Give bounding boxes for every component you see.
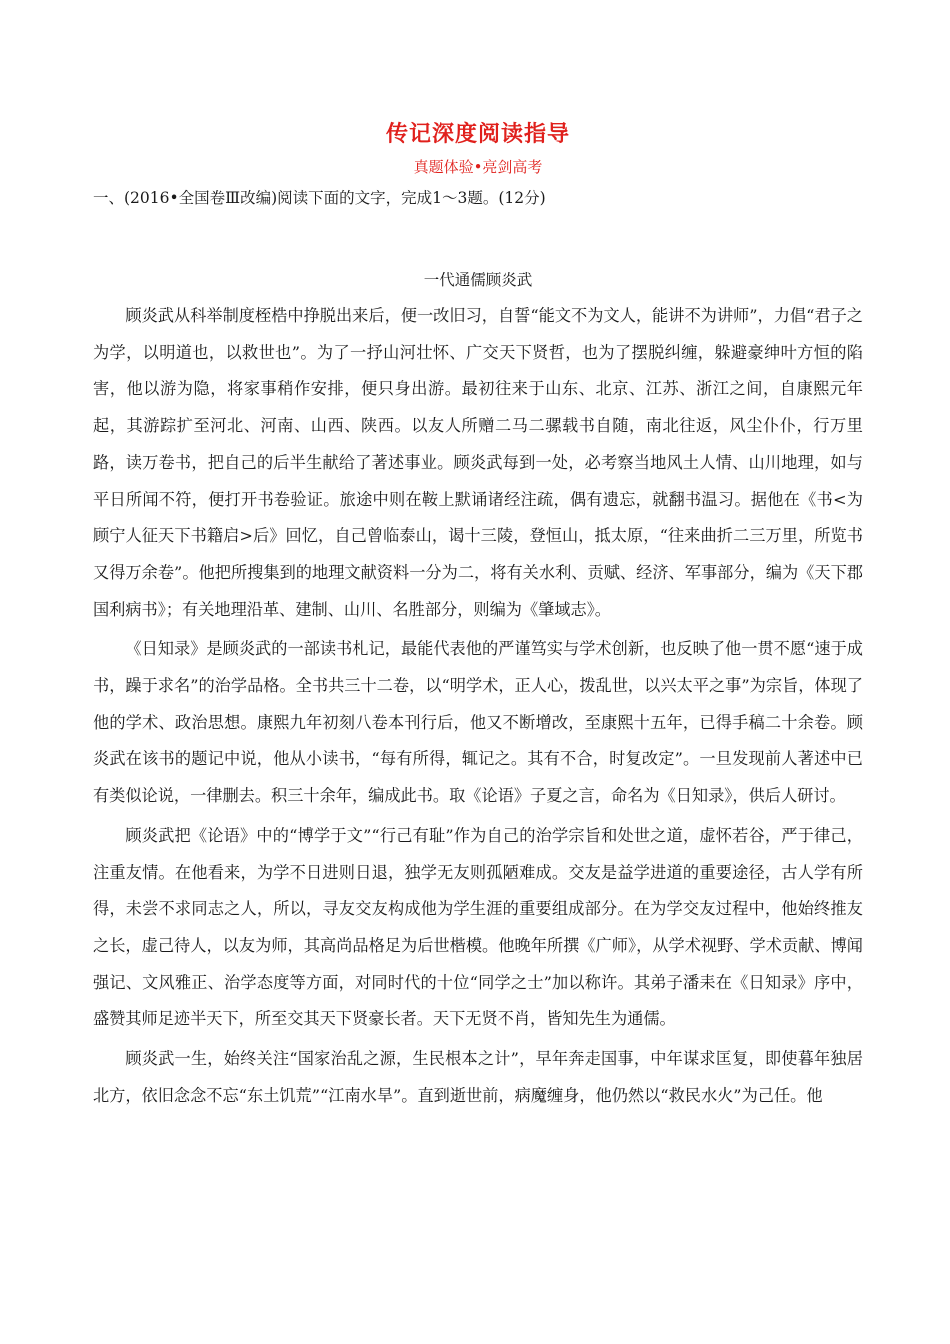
question-intro: 一、(2016•全国卷Ⅲ改编)阅读下面的文字，完成1～3题。(12分) xyxy=(93,189,546,207)
document-subtitle: 真题体验•亮剑高考 xyxy=(413,158,543,176)
document-page xyxy=(93,118,863,1117)
article-title: 一代通儒顾炎武 xyxy=(423,271,533,289)
article-paragraph: 顾炎武从科举制度桎梏中挣脱出来后，便一改旧习，自誓“能文不为文人，能讲不为讲师”，力倡“君子之为学，以明道也，以救世也”。为了一抒山河壮怀、广交天下贤哲，也为了摆脱纠缠，躲避豪绅叶方恒的陷害，他以游为隐，将家事稍作安排，便只身出游。最初往来于山东、北京、江苏、浙江之间，自康熙元年起，其游踪扩至河北、河南、山西、陕西。以友人所赠二马二骡载书自随，南北往返，风尘仆仆，行万里路，读万卷书，把自己的后半生献给了著述事业。顾炎武每到一处，必考察当地风土人情、山川地理，如与平日所闻不符，便打开书卷验证。旅途中则在鞍上默诵诸经注疏，偶有遗忘，就翻书温习。据他在《书<为顾宁人征天下书籍启>后》回忆，自己曾临泰山，谒十三陵，登恒山，抵太原，“往来曲折二三万里，所览书又得万余卷”。他把所搜集到的地理文献资料一分为二，将有关水利、贡赋、经济、军事部分，编为《天下郡国利病书》；有关地理沿革、建制、山川、名胜部分，则编为《肇域志》。 xyxy=(93,306,863,619)
document-title: 传记深度阅读指导 xyxy=(385,121,570,147)
article-paragraph: 《日知录》是顾炎武的一部读书札记，最能代表他的严谨笃实与学术创新，也反映了他一贯不愿“速于成书，躁于求名”的治学品格。全书共三十二卷，以“明学术，正人心，拨乱世，以兴太平之事”为宗旨，体现了他的学术、政治思想。康熙九年初刻八卷本刊行后，他又不断增改，至康熙十五年，已得手稿二十余卷。顾炎武在该书的题记中说，他从小读书，“每有所得，辄记之。其有不合，时复改定”。一旦发现前人著述中已有类似论说，一律删去。积三十余年，编成此书。取《论语》子夏之言，命名为《日知录》，供后人研讨。 xyxy=(93,639,863,806)
article-paragraph: 顾炎武把《论语》中的“博学于文”“行己有耻”作为自己的治学宗旨和处世之道，虚怀若谷，严于律己，注重友情。在他看来，为学不日进则日退，独学无友则孤陋难成。交友是益学进道的重要途径，古人学有所得，未尝不求同志之人，所以，寻友交友构成他为学生涯的重要组成部分。在为学交友过程中，他始终推友之长，虚己待人，以友为师，其高尚品格足为后世楷模。他晚年所撰《广师》，从学术视野、学术贡献、博闻强记、文风雅正、治学态度等方面，对同时代的十位“同学之士”加以称许。其弟子潘耒在《日知录》序中，盛赞其师足迹半天下，所至交其天下贤豪长者。天下无贤不肖，皆知先生为通儒。 xyxy=(93,825,863,1029)
article-paragraph: 顾炎武一生，始终关注“国家治乱之源，生民根本之计”，早年奔走国事，中年谋求匡复，即使暮年独居北方，依旧念念不忘“东土饥荒”“江南水旱”。直到逝世前，病魔缠身，他仍然以“救民水火”为己任。他 xyxy=(93,1049,863,1105)
